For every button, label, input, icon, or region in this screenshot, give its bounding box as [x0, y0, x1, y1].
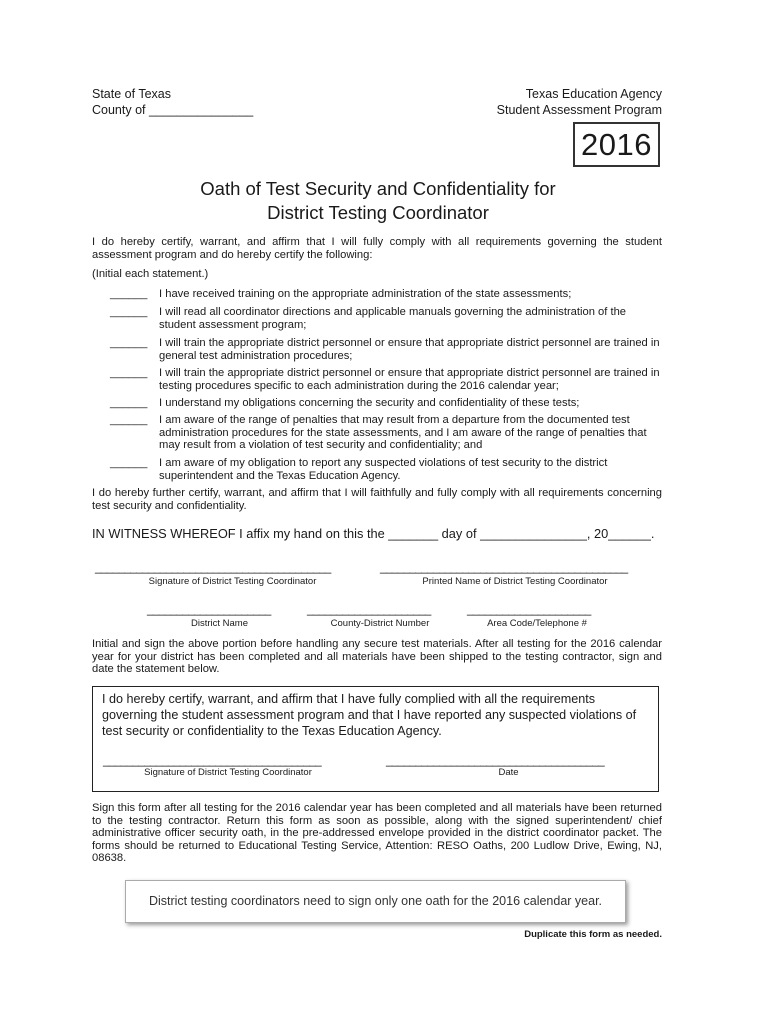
witness-line[interactable]: IN WITNESS WHEREOF I affix my hand on this the _______ day of _______________, 20______.	[92, 526, 655, 541]
signature-line[interactable]: ________________________________________	[95, 562, 331, 574]
initial-blank[interactable]: ______	[110, 306, 148, 318]
duplicate-note: Duplicate this form as needed.	[524, 929, 662, 940]
initial-blank[interactable]: ______	[110, 414, 148, 426]
statement-text: I am aware of the range of penalties that may result from a departure from the documented test administration procedures for the state assessments, and I am aware of the range of penalties that may result from a violation of test security and confidentiality; and	[159, 414, 647, 452]
statement-text: I will train the appropriate district personnel or ensure that appropriate district personnel are trained in general test administration procedures;	[159, 337, 660, 362]
initial-instruction: (Initial each statement.)	[92, 268, 209, 280]
statement-2	[0, 306, 770, 334]
statement-text: I understand my obligations concerning the security and confidentiality of these tests;	[159, 397, 580, 409]
statement-5	[0, 397, 770, 411]
initial-blank[interactable]: ______	[110, 457, 148, 469]
statement-text: I have received training on the appropriate administration of the state assessments;	[159, 288, 572, 300]
county-district-caption: County-District Number	[330, 618, 430, 629]
county-label: County of _______________	[92, 103, 254, 117]
initial-blank[interactable]: ______	[110, 397, 148, 409]
program-label: Student Assessment Program	[496, 103, 662, 117]
completion-statement: I do hereby certify, warrant, and affirm that I have fully complied with all the requirements governing the student assessment program and that I have reported any suspected violations of test security or confidentiality to the Texas Education Agency.	[102, 692, 637, 738]
header-right	[497, 86, 662, 118]
phone-line[interactable]: _____________________	[467, 604, 591, 616]
printed-name-line[interactable]: __________________________________________	[380, 562, 628, 574]
completion-signature-line[interactable]: _____________________________________	[103, 755, 322, 767]
statement-text: I will read all coordinator directions and applicable manuals governing the administration of the student assessment program;	[159, 306, 627, 331]
district-name-caption: District Name	[190, 618, 248, 629]
phone-caption: Area Code/Telephone #	[487, 618, 587, 629]
statement-1	[0, 288, 770, 302]
page-title	[92, 177, 664, 225]
title-line-1: Oath of Test Security and Confidentiality for	[200, 178, 556, 199]
printed-name-caption: Printed Name of District Testing Coordinator	[422, 576, 608, 587]
completion-date-line[interactable]: _____________________________________	[386, 755, 605, 767]
header-left	[92, 86, 253, 118]
initial-blank[interactable]: ______	[110, 288, 148, 300]
signature-caption: Signature of District Testing Coordinator	[148, 576, 317, 587]
statement-text: I am aware of my obligation to report any suspected violations of test security to the district superintendent and the Texas Education Agency.	[159, 457, 608, 482]
further-paragraph: I do hereby further certify, warrant, and affirm that I will faithfully and fully comply with all requirements concerning test security and confidentiality.	[92, 487, 662, 512]
initial-blank[interactable]: ______	[110, 367, 148, 379]
year-box: 2016	[573, 122, 660, 167]
note-box: District testing coordinators need to sign only one oath for the 2016 calendar year.	[125, 880, 626, 923]
initial-sign-instruction: Initial and sign the above portion before handling any secure test materials. After all testing for the 2016 calendar year for your district has been completed and all materials have been shipped to the testing contractor, sign and date the statement below.	[92, 638, 662, 676]
statement-4	[0, 367, 770, 395]
intro-paragraph: I do hereby certify, warrant, and affirm that I will fully comply with all requirements governing the student assessment program and do hereby certify the following:	[92, 236, 662, 261]
statement-text: I will train the appropriate district personnel or ensure that appropriate district personnel are trained in testing procedures specific to each administration during the 2016 calendar year;	[159, 367, 660, 392]
district-name-line[interactable]: _____________________	[147, 604, 271, 616]
statement-6	[0, 414, 770, 454]
return-instructions: Sign this form after all testing for the 2016 calendar year has been completed and all materials have been returned to the testing contractor. Return this form as soon as possible, along with the signed superintendent/ chief administrative officer security oath, in the pre-addressed envelope provided in the district coordinator packet. The forms should be returned to Educational Testing Service, Attention: RESO Oaths, 200 Ludlow Drive, Ewing, NJ, 08638.	[92, 802, 662, 865]
initial-blank[interactable]: ______	[110, 337, 148, 349]
state-label: State of Texas	[92, 87, 171, 101]
statement-7	[0, 457, 770, 485]
title-line-2: District Testing Coordinator	[267, 202, 489, 223]
agency-label: Texas Education Agency	[525, 87, 662, 101]
completion-date-caption: Date	[498, 767, 519, 778]
completion-signature-caption: Signature of District Testing Coordinator	[144, 767, 312, 778]
county-district-line[interactable]: _____________________	[307, 604, 431, 616]
statement-3	[0, 337, 770, 365]
